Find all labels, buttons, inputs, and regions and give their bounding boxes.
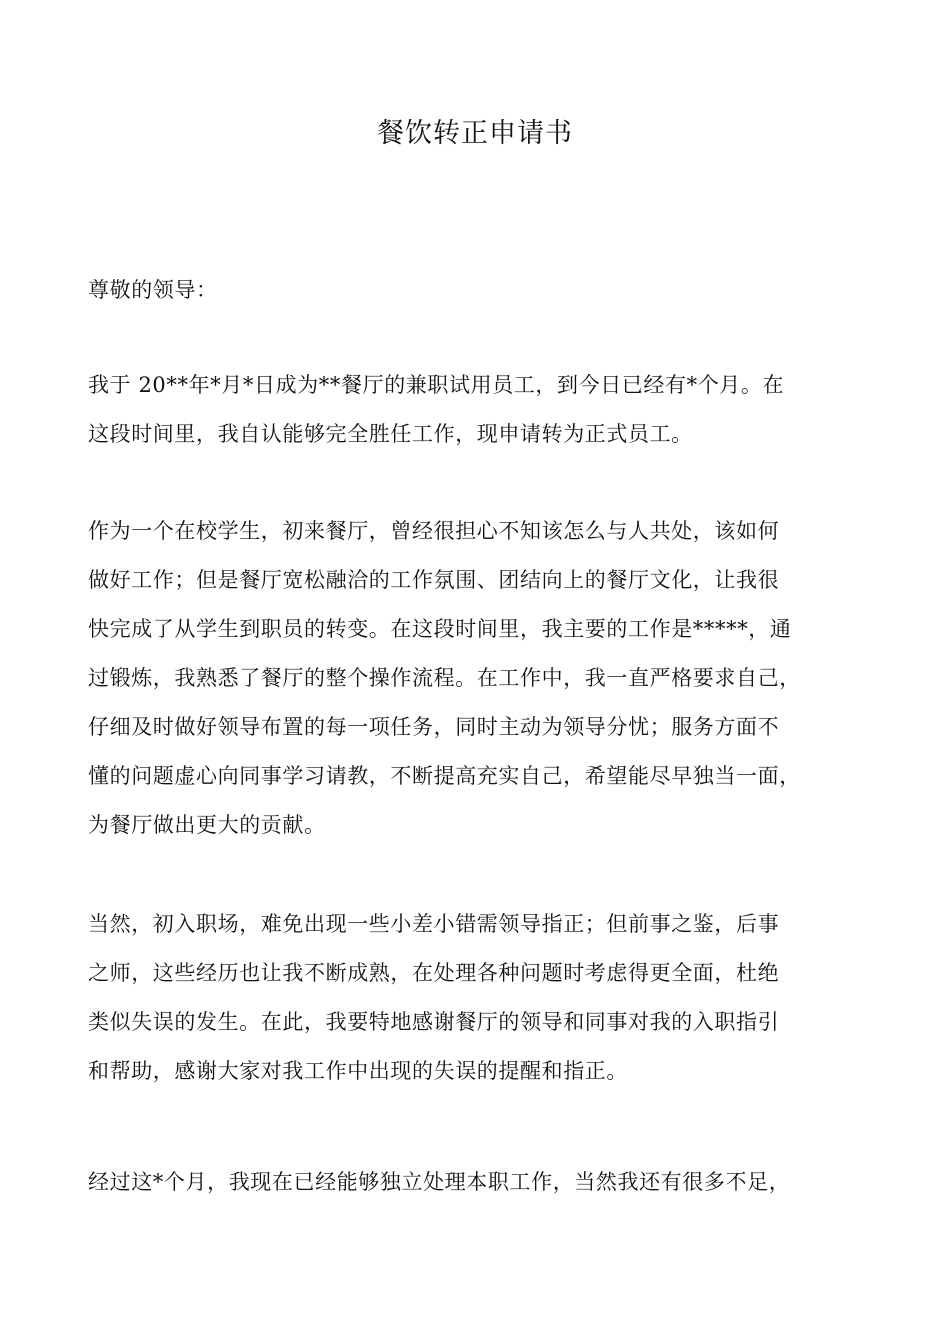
salutation: 尊敬的领导：	[88, 278, 218, 302]
paragraph-line: 快完成了从学生到职员的转变。在这段时间里，我主要的工作是*****，通	[88, 617, 792, 641]
paragraph-line: 和帮助，感谢大家对我工作中出现的失误的提醒和指正。	[88, 1059, 628, 1083]
paragraph-2	[88, 507, 878, 850]
paragraph-line: 作为一个在校学生，初来餐厅，曾经很担心不知该怎么与人共处，该如何	[88, 519, 780, 543]
paragraph-line: 类似失误的发生。在此，我要特地感谢餐厅的领导和同事对我的入职指引	[88, 1010, 780, 1034]
paragraph-4	[88, 1158, 878, 1207]
paragraph-line: 之师，这些经历也让我不断成熟，在处理各种问题时考虑得更全面，杜绝	[88, 961, 780, 985]
paragraph-line: 懂的问题虚心向同事学习请教，不断提高充实自己，希望能尽早独当一面，	[88, 764, 801, 788]
paragraph-line: 当然，初入职场，难免出现一些小差小错需领导指正；但前事之鉴，后事	[88, 912, 780, 936]
paragraph-line: 做好工作；但是餐厅宽松融洽的工作氛围、团结向上的餐厅文化，让我很	[88, 568, 780, 592]
paragraph-line: 我于 20**年*月*日成为**餐厅的兼职试用员工，到今日已经有*个月。在	[88, 373, 785, 397]
paragraph-3	[88, 900, 878, 1096]
paragraph-line: 经过这*个月，我现在已经能够独立处理本职工作，当然我还有很多不足，	[88, 1170, 791, 1194]
paragraph-line: 这段时间里，我自认能够完全胜任工作，现申请转为正式员工。	[88, 422, 693, 446]
paragraph-line: 仔细及时做好领导布置的每一项任务，同时主动为领导分忧；服务方面不	[88, 715, 780, 739]
paragraph-line: 过锻炼，我熟悉了餐厅的整个操作流程。在工作中，我一直严格要求自己，	[88, 666, 801, 690]
document-title: 餐饮转正申请书	[377, 118, 573, 149]
paragraph-1	[88, 361, 878, 459]
paragraph-line: 为餐厅做出更大的贡献。	[88, 813, 326, 837]
